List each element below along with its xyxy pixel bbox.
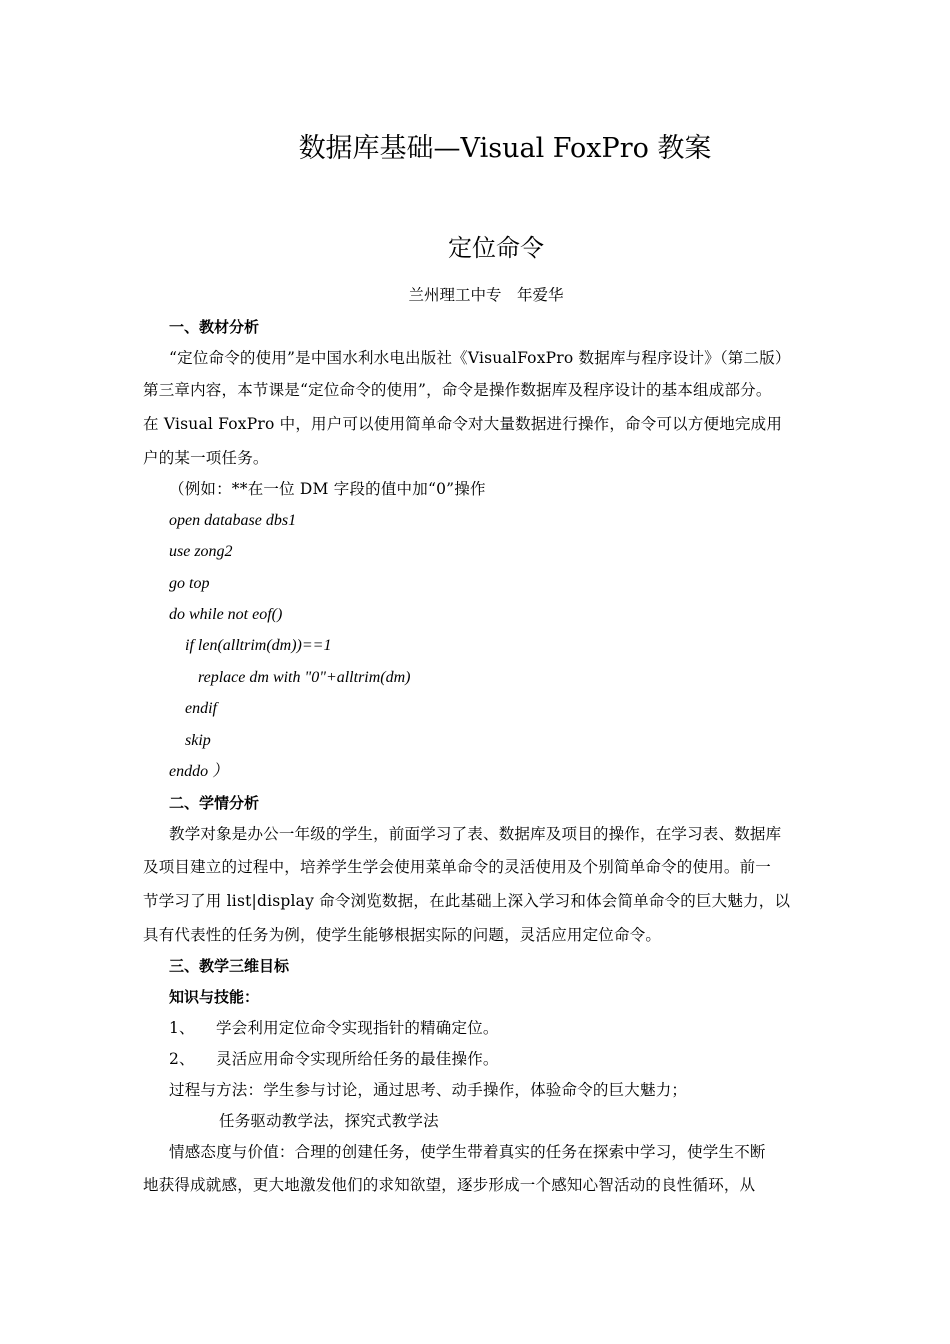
code-line: endif xyxy=(185,700,217,717)
code-line: enddo ） xyxy=(169,763,229,780)
knowledge-heading: 知识与技能： xyxy=(169,988,260,1006)
section1-heading: 一、教材分析 xyxy=(169,318,260,336)
goal-item-number: 2、 xyxy=(169,1050,195,1068)
code-line: if len(alltrim(dm))==1 xyxy=(185,637,332,654)
emotion-paragraph-line: 情感态度与价值：合理的创建任务，使学生带着真实的任务在探索中学习，使学生不断 xyxy=(169,1143,766,1161)
section2-heading: 二、学情分析 xyxy=(169,794,260,812)
goal-item-text: 灵活应用命令实现所给任务的最佳操作。 xyxy=(216,1050,499,1068)
example-intro: （例如：**在一位 DM 字段的值中加“0”操作 xyxy=(169,480,486,498)
section2-paragraph-line: 教学对象是办公一年级的学生，前面学习了表、数据库及项目的操作，在学习表、数据库 xyxy=(169,825,782,843)
emotion-paragraph-line: 地获得成就感，更大地激发他们的求知欲望，逐步形成一个感知心智活动的良性循环，从 xyxy=(143,1176,756,1194)
process-method-line: 过程与方法：学生参与讨论，通过思考、动手操作，体验命令的巨大魅力； xyxy=(169,1081,688,1099)
section1-paragraph-line: “定位命令的使用”是中国水利水电出版社《VisualFoxPro 数据库与程序设计》（第二版） xyxy=(169,349,791,367)
section2-paragraph-line: 节学习了用 list|display 命令浏览数据，在此基础上深入学习和体会简单命令的巨大魅力，以 xyxy=(143,892,791,910)
code-line: use zong2 xyxy=(169,543,233,560)
author-line: 兰州理工中专 年爱华 xyxy=(408,286,564,304)
code-line: do while not eof() xyxy=(169,606,283,623)
code-line: open database dbs1 xyxy=(169,512,297,529)
goal-item-number: 1、 xyxy=(169,1019,195,1037)
code-line: go top xyxy=(169,575,210,592)
section2-paragraph-line: 具有代表性的任务为例，使学生能够根据实际的问题，灵活应用定位命令。 xyxy=(143,926,662,944)
code-line: replace dm with "0"+alltrim(dm) xyxy=(198,669,411,686)
section3-heading: 三、教学三维目标 xyxy=(169,957,290,975)
section1-paragraph-line: 在 Visual FoxPro 中，用户可以使用简单命令对大量数据进行操作，命令可以方便地完成用 xyxy=(143,415,783,433)
process-method-continuation: 任务驱动教学法，探究式教学法 xyxy=(219,1112,439,1130)
section1-paragraph-line: 户的某一项任务。 xyxy=(143,449,269,467)
lesson-subtitle: 定位命令 xyxy=(448,234,544,262)
code-line: skip xyxy=(185,732,211,749)
document-title: 数据库基础—Visual FoxPro 教案 xyxy=(298,133,712,164)
section2-paragraph-line: 及项目建立的过程中，培养学生学会使用菜单命令的灵活使用及个别简单命令的使用。前一 xyxy=(143,858,772,876)
section1-paragraph-line: 第三章内容，本节课是“定位命令的使用”，命令是操作数据库及程序设计的基本组成部分。 xyxy=(143,381,772,399)
goal-item-text: 学会利用定位命令实现指针的精确定位。 xyxy=(216,1019,499,1037)
